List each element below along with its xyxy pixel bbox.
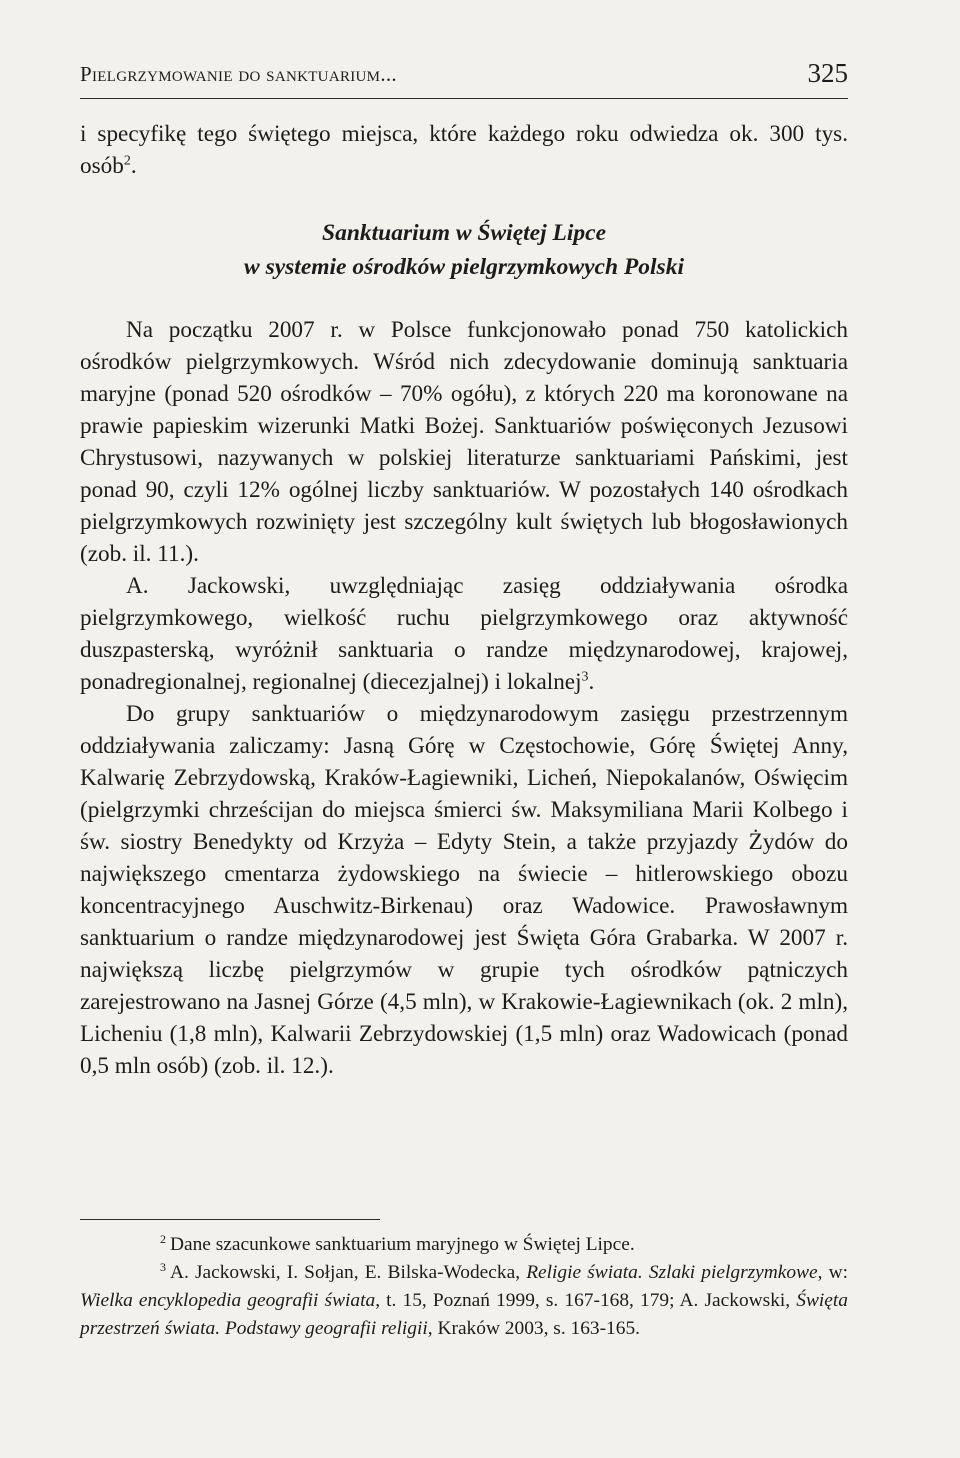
footnote-mark: 2 xyxy=(160,1231,166,1246)
footnotes xyxy=(80,1231,848,1343)
footnote-authors: A. Jackowski, I. Sołjan, E. Bilska-Wodecka, xyxy=(170,1262,527,1283)
footnote-title-italic: Święta przestrzeń świata. Podstawy geografii religii xyxy=(80,1290,848,1339)
footnote-source-italic: Wielka encyklopedia geografii świata xyxy=(80,1290,376,1311)
footnote-title-italic: Religie świata. Szlaki pielgrzymkowe xyxy=(526,1262,818,1283)
footnote-text: , w: xyxy=(817,1262,848,1283)
paragraph-text: A. Jackowski, uwzględniając zasięg oddziaływania ośrodka pielgrzymkowego, wielkość ruchu pielgrzymkowego oraz aktywność duszpasterską, wyróżnił sanktuaria o randze międzynarodowej, krajowej, ponadregionalnej, regionalnej (diecezjalnej) i lokalnej xyxy=(80,573,848,695)
section-heading xyxy=(80,216,848,284)
footnote-rule xyxy=(80,1219,380,1220)
footnote-text: , Kraków 2003, s. 163-165. xyxy=(427,1318,640,1339)
paragraph-3: Do grupy sanktuariów o międzynarodowym zasięgu przestrzennym oddziaływania zaliczamy: Jasną Górę w Częstochowie, Górę Świętej Anny, Kalwarię Zebrzydowską, Kraków-Łagiewniki, Licheń, Niepokalanów, Oświęcim (pielgrzymki chrześcijan do miejsca śmierci św. Maksymiliana Marii Kolbego i św. siostry Benedykty od Krzyża – Edyty Stein, a także przyjazdy Żydów do największego cmentarza żydowskiego na świecie – hitlerowskiego obozu koncentracyjnego Auschwitz-Birkenau) oraz Wadowice. Prawosławnym sanktuarium o randze międzynarodowej jest Święta Góra Grabarka. W 2007 r. największą liczbę pielgrzymów w grupie tych ośrodków pątniczych zarejestrowano na Jasnej Górze (4,5 mln), w Krakowie-Łagiewnikach (ok. 2 mln), Licheniu (1,8 mln), Kalwarii Zebrzydowskiej (1,5 mln) oraz Wadowicach (ponad 0,5 mln osób) (zob. il. 12.). xyxy=(80,701,848,1079)
footnote-2 xyxy=(80,1231,848,1259)
footnote-3 xyxy=(80,1259,848,1343)
paragraph-1: Na początku 2007 r. w Polsce funkcjonowało ponad 750 katolickich ośrodków pielgrzymkowych. Wśród nich zdecydowanie dominują sanktuaria maryjne (ponad 520 ośrodków – 70% ogółu), z których 220 ma koronowane na prawie papieskim wizerunki Matki Bożej. Sanktuariów poświęconych Jezusowi Chrystusowi, nazywanych w polskiej literaturze sanktuariami Pańskimi, jest ponad 90, czyli 12% ogólnej liczby sanktuariów. W pozostałych 140 ośrodkach pielgrzymkowych rozwinięty jest szczególny kult świętych lub błogosławionych (zob. il. 11.). xyxy=(80,317,848,567)
page-number: 325 xyxy=(807,58,848,88)
paragraph-2 xyxy=(80,570,848,698)
footnote-ref-3[interactable]: 3 xyxy=(581,669,589,685)
paragraph-tail: . xyxy=(130,153,137,179)
running-title: Pielgrzymowanie do sanktuarium... xyxy=(80,62,397,86)
section-heading-line-2: w systemie ośrodków pielgrzymkowych Polski xyxy=(244,254,684,280)
main-text xyxy=(80,118,848,1082)
footnote-text: , t. 15, Poznań 1999, s. 167-168, 179; A. Jackowski, xyxy=(375,1290,797,1311)
paragraph-text: i specyfikę tego świętego miejsca, które każdego roku odwiedza ok. 300 tys. osób xyxy=(80,121,848,179)
paragraph-tail: . xyxy=(588,669,595,695)
paragraph-continuation xyxy=(80,118,848,182)
footnote-mark: 3 xyxy=(160,1259,166,1274)
footnote-text: Dane szacunkowe sanktuarium maryjnego w Świętej Lipce. xyxy=(170,1234,635,1255)
running-header xyxy=(80,58,848,99)
section-heading-line-1: Sanktuarium w Świętej Lipce xyxy=(322,220,606,246)
footnote-ref-2[interactable]: 2 xyxy=(123,153,131,169)
